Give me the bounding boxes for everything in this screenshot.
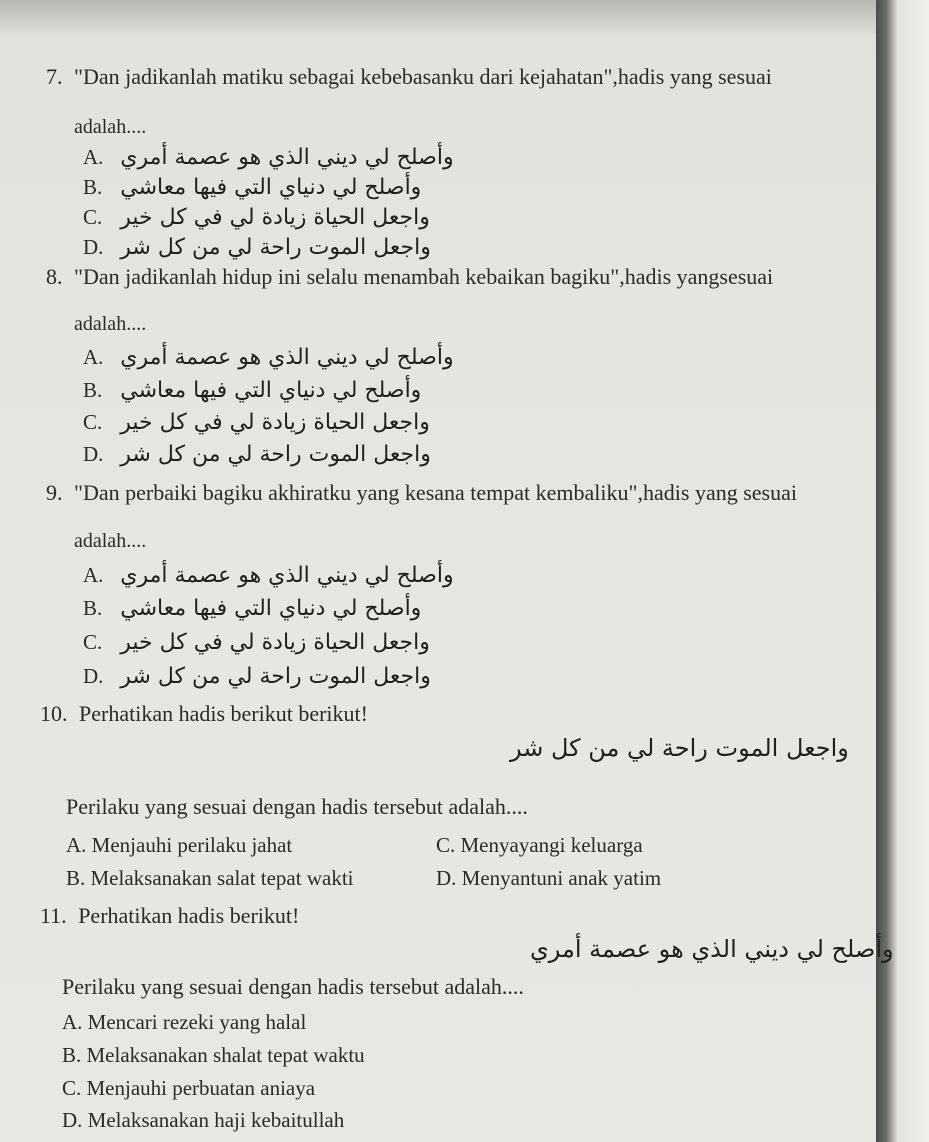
q9-option-b[interactable]: [83, 596, 421, 621]
arabic-text: وأصلح لي ديني الذي هو عصمة أمري: [120, 563, 454, 588]
q11-option-b[interactable]: B. Melaksanakan shalat tepat waktu: [62, 1043, 365, 1067]
question-7-text: [46, 64, 772, 90]
arabic-text: واجعل الموت راحة لي من كل شر: [510, 734, 849, 762]
question-8-text: [46, 264, 773, 290]
q8-option-d[interactable]: [83, 442, 431, 467]
background-strip: [872, 0, 929, 1142]
question-number: 7.: [46, 64, 63, 89]
q9-option-a[interactable]: [83, 563, 454, 588]
arabic-text: واجعل الموت راحة لي من كل شر: [120, 664, 431, 689]
question-prompt: Perhatikan hadis berikut berikut!: [79, 701, 368, 726]
q7-option-c[interactable]: [83, 205, 430, 230]
arabic-text: واجعل الموت راحة لي من كل شر: [120, 235, 431, 260]
option-letter: D.: [83, 442, 104, 466]
q10-option-a[interactable]: A. Menjauhi perilaku jahat: [66, 833, 293, 857]
arabic-text: وأصلح لي ديني الذي هو عصمة أمري: [120, 145, 454, 170]
question-prompt: "Dan perbaiki bagiku akhiratku yang kesana tempat kembaliku",hadis yang sesuai: [74, 480, 797, 505]
q9-option-d[interactable]: [83, 664, 431, 689]
q10-question: Perilaku yang sesuai dengan hadis tersebut adalah....: [66, 794, 528, 819]
option-letter: A.: [83, 345, 104, 369]
q11-option-a[interactable]: A. Mencari rezeki yang halal: [62, 1010, 307, 1034]
q11-question: Perilaku yang sesuai dengan hadis tersebut adalah....: [62, 974, 524, 999]
option-letter: D.: [83, 664, 104, 688]
q10-option-c[interactable]: C. Menyayangi keluarga: [436, 833, 643, 857]
option-letter: A.: [83, 145, 104, 169]
arabic-text: واجعل الحياة زيادة لي في كل خير: [120, 205, 430, 230]
arabic-text: واجعل الموت راحة لي من كل شر: [120, 442, 431, 467]
question-number: 10.: [40, 701, 68, 726]
question-number: 9.: [46, 480, 63, 505]
page-top-edge: [0, 0, 876, 34]
option-letter: C.: [83, 410, 103, 434]
question-9-adalah: adalah....: [74, 530, 147, 552]
q7-option-d[interactable]: [83, 235, 431, 260]
question-number: 8.: [46, 264, 63, 289]
question-9-text: [46, 480, 797, 506]
q9-option-c[interactable]: [83, 630, 430, 655]
q8-option-a[interactable]: [83, 345, 454, 370]
q11-hadith: [530, 935, 894, 963]
arabic-text: وأصلح لي دنياي التي فيها معاشي: [120, 175, 422, 200]
option-letter: C.: [83, 205, 103, 229]
question-number: 11.: [40, 903, 67, 928]
question-11-text: [40, 903, 299, 929]
arabic-text: وأصلح لي ديني الذي هو عصمة أمري: [530, 935, 894, 963]
q7-option-b[interactable]: [83, 175, 421, 200]
q10-option-d[interactable]: D. Menyantuni anak yatim: [436, 866, 662, 890]
arabic-text: وأصلح لي دنياي التي فيها معاشي: [120, 378, 422, 403]
q7-option-a[interactable]: [83, 145, 454, 170]
option-letter: C.: [83, 630, 103, 654]
q11-option-c[interactable]: C. Menjauhi perbuatan aniaya: [62, 1076, 316, 1100]
option-letter: A.: [83, 563, 104, 587]
question-10-text: [40, 701, 368, 727]
question-8-adalah: adalah....: [74, 313, 147, 335]
arabic-text: وأصلح لي دنياي التي فيها معاشي: [120, 596, 422, 621]
question-prompt: "Dan jadikanlah matiku sebagai kebebasanku dari kejahatan",hadis yang sesuai: [74, 64, 772, 89]
option-letter: B.: [83, 175, 103, 199]
q10-option-b[interactable]: B. Melaksanakan salat tepat wakti: [66, 866, 354, 890]
question-prompt: Perhatikan hadis berikut!: [78, 903, 300, 928]
q11-option-d[interactable]: D. Melaksanakan haji kebaitullah: [62, 1108, 345, 1132]
arabic-text: واجعل الحياة زيادة لي في كل خير: [120, 410, 430, 435]
q8-option-b[interactable]: [83, 378, 421, 403]
q10-hadith: [510, 734, 849, 762]
arabic-text: واجعل الحياة زيادة لي في كل خير: [120, 630, 430, 655]
question-7-adalah: adalah....: [74, 116, 147, 138]
option-letter: D.: [83, 235, 104, 259]
q8-option-c[interactable]: [83, 410, 430, 435]
option-letter: B.: [83, 378, 103, 402]
arabic-text: وأصلح لي ديني الذي هو عصمة أمري: [120, 345, 454, 370]
option-letter: B.: [83, 596, 103, 620]
question-prompt: "Dan jadikanlah hidup ini selalu menambah kebaikan bagiku",hadis yangsesuai: [74, 264, 774, 289]
